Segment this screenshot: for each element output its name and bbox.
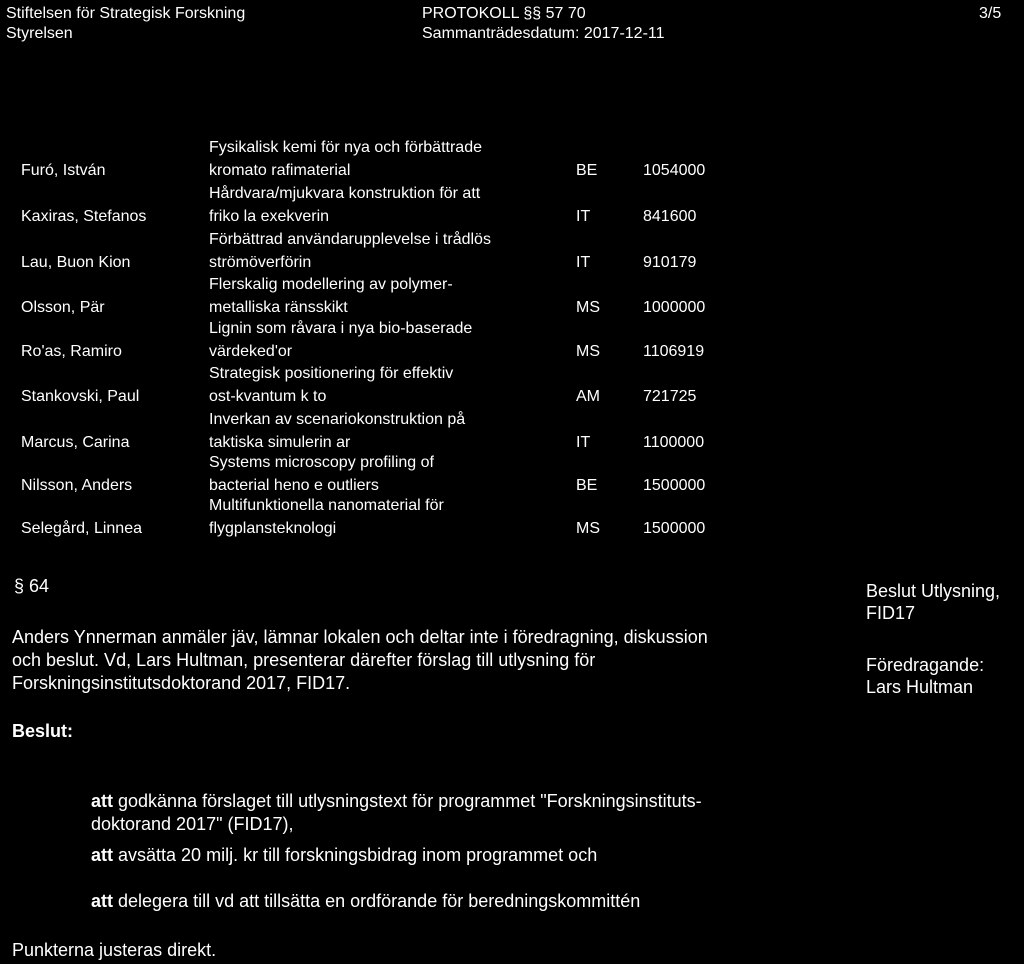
grant-amount: 1500000 — [643, 477, 706, 494]
page-number: 3/5 — [979, 5, 1002, 22]
grant-amount: 1100000 — [643, 434, 705, 451]
grant-applicant: Kaxiras, Stefanos — [21, 208, 147, 225]
decision-keyword: att — [91, 891, 113, 911]
grant-amount: 1500000 — [643, 520, 706, 537]
grant-title-line2: metalliska ränsskikt — [209, 299, 348, 316]
grant-title-line1: Förbättrad användarupplevelse i trådlös — [209, 231, 491, 248]
grant-amount: 721725 — [643, 388, 697, 405]
grant-row — [0, 410, 1024, 456]
board-name: Styrelsen — [6, 25, 73, 42]
grant-title-line1: Multifunktionella nanomaterial för — [209, 497, 444, 514]
side-title-line1: Beslut Utlysning, — [866, 581, 1001, 601]
grant-row — [0, 230, 1024, 276]
grant-area: MS — [576, 343, 600, 360]
grant-row — [0, 453, 1024, 499]
grant-row — [0, 184, 1024, 230]
grant-area: AM — [576, 388, 600, 405]
decision-text: delegera till vd att tillsätta en ordförande för beredningskommittén — [118, 891, 641, 911]
grant-title-line1: Systems microscopy profiling of — [209, 454, 434, 471]
paragraph-line: Anders Ynnerman anmäler jäv, lämnar lokalen och deltar inte i föredragning, diskussion — [12, 627, 708, 647]
grant-applicant: Stankovski, Paul — [21, 388, 140, 405]
grant-row — [0, 319, 1024, 365]
decision-item — [91, 844, 597, 866]
meeting-date: Sammanträdesdatum: 2017-12-11 — [422, 25, 665, 42]
protocol-number: PROTOKOLL §§ 57 70 — [422, 5, 586, 22]
decision-keyword: att — [91, 791, 113, 811]
decision-item — [91, 790, 702, 812]
paragraph-line: Forskningsinstitutsdoktorand 2017, FID17. — [12, 673, 351, 693]
grant-title-line2: kromato rafimaterial — [209, 162, 351, 179]
grant-area: IT — [576, 254, 591, 271]
organization-name: Stiftelsen för Strategisk Forskning — [6, 5, 246, 22]
grant-applicant: Nilsson, Anders — [21, 477, 133, 494]
grant-title-line1: Flerskalig modellering av polymer- — [209, 276, 453, 293]
decision-keyword: att — [91, 845, 113, 865]
grant-area: IT — [576, 208, 591, 225]
grant-row — [0, 275, 1024, 321]
decision-text: godkänna förslaget till utlysningstext för programmet "Forskningsinstituts- — [118, 791, 702, 811]
grant-amount: 1000000 — [643, 299, 706, 316]
grant-title-line2: värdeked'or — [209, 343, 293, 360]
grant-title-line2: ost-kvantum k to — [209, 388, 327, 405]
grant-title-line2: strömöverförin — [209, 254, 312, 271]
grant-applicant: Furó, István — [21, 162, 106, 179]
grant-row — [0, 138, 1024, 184]
grant-row — [0, 364, 1024, 410]
grant-title-line1: Lignin som råvara i nya bio-baserade — [209, 320, 473, 337]
grant-title-line1: Fysikalisk kemi för nya och förbättrade — [209, 139, 482, 156]
grant-title-line2: friko la exekverin — [209, 208, 330, 225]
decision-text: avsätta 20 milj. kr till forskningsbidrag inom programmet och — [118, 845, 598, 865]
grant-title-line1: Strategisk positionering för effektiv — [209, 365, 454, 382]
grant-title-line2: taktiska simulerin ar — [209, 434, 351, 451]
grant-applicant: Ro'as, Ramiro — [21, 343, 122, 360]
decision-item-continuation: doktorand 2017" (FID17), — [91, 814, 294, 834]
section-number: § 64 — [14, 576, 50, 596]
paragraph-line: och beslut. Vd, Lars Hultman, presenterar därefter förslag till utlysning för — [12, 650, 596, 670]
side-presenter-name: Lars Hultman — [866, 677, 974, 697]
side-presenter-label: Föredragande: — [866, 655, 985, 675]
side-title-line2: FID17 — [866, 603, 916, 623]
grant-applicant: Olsson, Pär — [21, 299, 105, 316]
grant-amount: 841600 — [643, 208, 697, 225]
grant-amount: 1106919 — [643, 343, 705, 360]
closing-statement: Punkterna justeras direkt. — [12, 940, 217, 960]
grant-area: BE — [576, 477, 598, 494]
decision-item — [91, 890, 640, 912]
grant-applicant: Selegård, Linnea — [21, 520, 142, 537]
grant-title-line1: Inverkan av scenariokonstruktion på — [209, 411, 466, 428]
grant-applicant: Lau, Buon Kion — [21, 254, 131, 271]
grant-title-line2: flygplansteknologi — [209, 520, 337, 537]
grant-applicant: Marcus, Carina — [21, 434, 130, 451]
decision-label: Beslut: — [12, 721, 74, 741]
grant-title-line2: bacterial heno e outliers — [209, 477, 379, 494]
grant-amount: 910179 — [643, 254, 697, 271]
grant-area: BE — [576, 162, 598, 179]
grant-amount: 1054000 — [643, 162, 706, 179]
grant-title-line1: Hårdvara/mjukvara konstruktion för att — [209, 185, 481, 202]
grant-area: MS — [576, 520, 600, 537]
grant-row — [0, 496, 1024, 542]
grant-area: MS — [576, 299, 600, 316]
grant-area: IT — [576, 434, 591, 451]
